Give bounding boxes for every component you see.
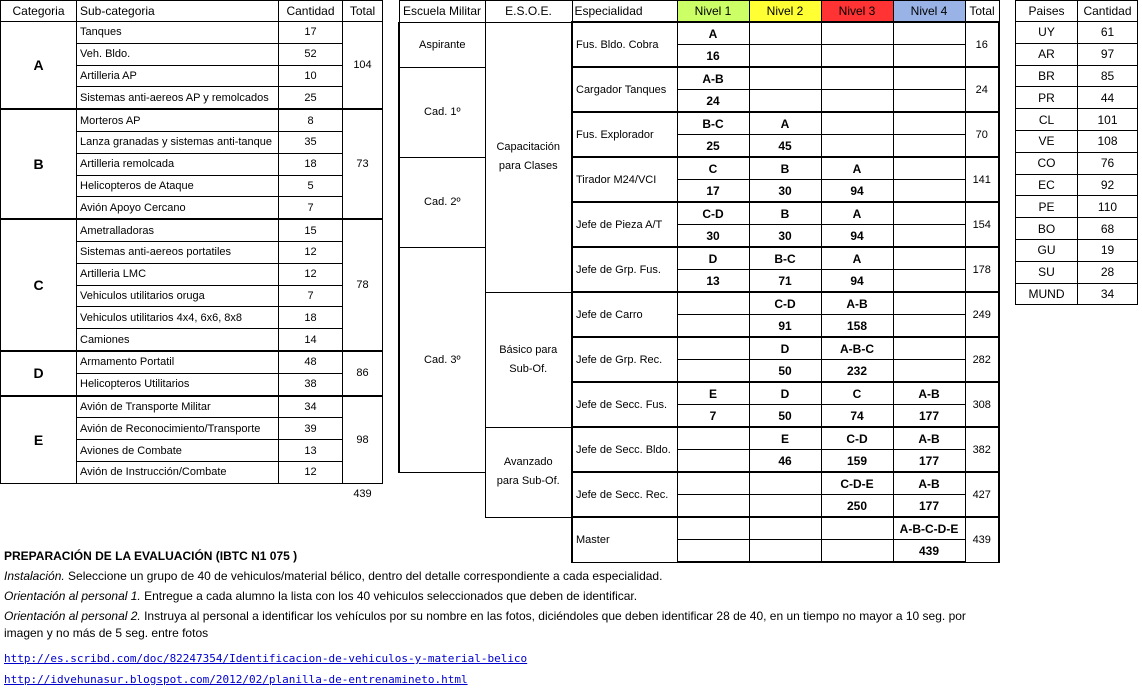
country-cell: AR [1016,43,1078,65]
country-quantity-cell: 76 [1078,152,1138,174]
level-count-cell: 177 [893,405,965,428]
col-header-cantidad: Cantidad [1078,1,1138,22]
level-count-cell: 250 [821,495,893,518]
col-header-escuela: Escuela Militar [399,1,485,23]
level-count-cell: 158 [821,315,893,338]
quantity-cell: 38 [279,373,343,395]
country-cell: GU [1016,239,1078,261]
country-quantity-cell: 97 [1078,43,1138,65]
row-total-cell: 249 [965,292,999,337]
escuela-cell: Cad. 2º [399,157,485,247]
level-count-cell: 25 [677,135,749,158]
quantity-cell: 7 [279,285,343,307]
country-cell: EC [1016,174,1078,196]
table-row [1,396,383,418]
level-count-cell [893,360,965,383]
quantity-cell: 52 [279,43,343,65]
country-quantity-cell: 85 [1078,65,1138,87]
group-total-cell: 98 [343,396,383,484]
level-code-cell: E [677,382,749,405]
level-count-cell: 74 [821,405,893,428]
subcategory-cell: Armamento Portatil [77,351,279,373]
subcategory-cell: Avión Apoyo Cercano [77,197,279,219]
countries-table [1015,0,1138,305]
level-code-cell: A-B-C-D-E [893,517,965,540]
note-label: Instalación. [4,569,65,583]
table-row [399,22,999,45]
level-code-cell: D [749,337,821,360]
subcategory-cell: Camiones [77,329,279,351]
row-total-cell: 282 [965,337,999,382]
level-code-cell [677,427,749,450]
level-code-cell: A-B [893,382,965,405]
link-scribd[interactable]: http://es.scribd.com/doc/82247354/Identificacion-de-vehiculos-y-material-belico [4,652,528,665]
table-row [1016,283,1138,305]
level-code-cell: A-B [821,292,893,315]
level-code-cell: A-B [677,67,749,90]
country-cell: BR [1016,65,1078,87]
subcategory-cell: Sistemas anti-aereos AP y remolcados [77,87,279,109]
evaluation-notes [4,548,1014,688]
esoe-cell: Avanzado para Sub-Of. [485,427,572,517]
level-code-cell [893,22,965,45]
col-header-total: Total [343,1,383,22]
group-total-cell: 73 [343,109,383,219]
country-quantity-cell: 101 [1078,109,1138,131]
level-code-cell [749,22,821,45]
level-code-cell: A-B [893,472,965,495]
col-header-categoria: Categoria [1,1,77,22]
table-row [399,517,999,540]
level-code-cell: A [677,22,749,45]
level-code-cell [821,67,893,90]
especialidad-cell: Jefe de Carro [572,292,677,337]
row-total-cell: 427 [965,472,999,517]
especialidad-cell: Jefe de Secc. Rec. [572,472,677,517]
subcategory-cell: Sistemas anti-aereos portatiles [77,241,279,263]
level-count-cell: 16 [677,45,749,68]
link-blogspot[interactable]: http://idvehunasur.blogspot.com/2012/02/planilla-de-entrenamineto.html [4,673,468,686]
table-row [1016,174,1138,196]
subcategory-cell: Helicopteros de Ataque [77,175,279,197]
subcategory-cell: Avión de Reconocimiento/Transporte [77,418,279,440]
level-count-cell: 30 [677,225,749,248]
level-code-cell: C [677,157,749,180]
level-count-cell [893,315,965,338]
level-code-cell: B [749,202,821,225]
level-count-cell [893,225,965,248]
level-count-cell [821,90,893,113]
subcategory-cell: Avión de Instrucción/Combate [77,461,279,483]
level-code-cell: A-B [893,427,965,450]
country-quantity-cell: 92 [1078,174,1138,196]
col-header-nivel-3: Nivel 3 [821,1,893,23]
level-count-cell: 50 [749,405,821,428]
level-code-cell [893,67,965,90]
level-count-cell: 50 [749,360,821,383]
especialidad-cell: Master [572,517,677,562]
col-header-total: Total [965,1,999,23]
col-header-esoe: E.S.O.E. [485,1,572,23]
row-total-cell: 70 [965,112,999,157]
category-cell: B [1,109,77,219]
level-code-cell [821,22,893,45]
note-label: Orientación al personal 2. [4,609,141,623]
quantity-cell: 8 [279,109,343,131]
especialidad-cell: Jefe de Secc. Bldo. [572,427,677,472]
table-row [1,22,383,44]
level-code-cell [821,517,893,540]
subcategory-cell: Artilleria LMC [77,263,279,285]
category-cell: C [1,219,77,351]
level-count-cell: 94 [821,225,893,248]
level-count-cell [677,450,749,473]
country-cell: CO [1016,152,1078,174]
level-code-cell: A [821,247,893,270]
subcategory-cell: Ametralladoras [77,219,279,241]
specialty-table [398,0,1000,563]
table-row [1016,87,1138,109]
table-row [1016,65,1138,87]
quantity-cell: 15 [279,219,343,241]
table-row [1016,152,1138,174]
note-orientacion-1 [4,588,1014,605]
level-code-cell: B [749,157,821,180]
level-code-cell [893,247,965,270]
quantity-cell: 34 [279,396,343,418]
especialidad-cell: Jefe de Grp. Rec. [572,337,677,382]
table-row [1,109,383,131]
quantity-cell: 13 [279,440,343,462]
quantity-cell: 10 [279,65,343,87]
country-cell: CL [1016,109,1078,131]
subcategory-cell: Morteros AP [77,109,279,131]
quantity-cell: 35 [279,131,343,153]
country-cell: SU [1016,261,1078,283]
level-code-cell [821,112,893,135]
group-total-cell: 104 [343,22,383,110]
level-code-cell [893,292,965,315]
col-header-subcategoria: Sub-categoria [77,1,279,22]
level-count-cell: 94 [821,180,893,203]
country-quantity-cell: 44 [1078,87,1138,109]
table-row [399,292,999,315]
subcategory-cell: Helicopteros Utilitarios [77,373,279,395]
quantity-cell: 25 [279,87,343,109]
country-quantity-cell: 68 [1078,218,1138,240]
grand-total-row [1,483,383,504]
quantity-cell: 39 [279,418,343,440]
group-total-cell: 78 [343,219,383,351]
level-count-cell [893,135,965,158]
level-count-cell: 46 [749,450,821,473]
subcategory-cell: Avión de Transporte Militar [77,396,279,418]
note-instalacion [4,568,1014,585]
country-cell: UY [1016,22,1078,44]
table-row [1016,130,1138,152]
level-count-cell: 17 [677,180,749,203]
quantity-cell: 14 [279,329,343,351]
row-total-cell: 178 [965,247,999,292]
esoe-cell: Básico para Sub-Of. [485,292,572,427]
category-cell: E [1,396,77,484]
escuela-cell: Cad. 3º [399,247,485,472]
level-code-cell [893,202,965,225]
country-quantity-cell: 61 [1078,22,1138,44]
quantity-cell: 12 [279,461,343,483]
level-count-cell: 91 [749,315,821,338]
col-header-nivel-2: Nivel 2 [749,1,821,23]
table-row [1016,218,1138,240]
category-table [0,0,383,505]
level-count-cell: 45 [749,135,821,158]
group-total-cell: 86 [343,351,383,396]
level-count-cell [893,180,965,203]
level-code-cell [749,517,821,540]
subcategory-cell: Vehiculos utilitarios oruga [77,285,279,307]
row-total-cell: 16 [965,22,999,67]
level-code-cell [893,157,965,180]
notes-title: PREPARACIÓN DE LA EVALUACIÓN (IBTC N1 075 ) [4,549,298,563]
note-orientacion-2 [4,608,1004,642]
subcategory-cell: Aviones de Combate [77,440,279,462]
level-count-cell: 30 [749,180,821,203]
quantity-cell: 7 [279,197,343,219]
level-count-cell [821,45,893,68]
table-row [399,427,999,450]
country-quantity-cell: 28 [1078,261,1138,283]
table-row [1016,261,1138,283]
level-code-cell: C-D [677,202,749,225]
level-count-cell: 24 [677,90,749,113]
row-total-cell: 24 [965,67,999,112]
level-count-cell: 71 [749,270,821,293]
level-code-cell: D [749,382,821,405]
category-cell: D [1,351,77,396]
level-code-cell: B-C [749,247,821,270]
col-header-nivel-4: Nivel 4 [893,1,965,23]
country-cell: VE [1016,130,1078,152]
level-code-cell [677,337,749,360]
table-row [1016,239,1138,261]
level-count-cell [893,90,965,113]
row-total-cell: 154 [965,202,999,247]
col-header-especialidad: Especialidad [572,1,677,23]
level-count-cell: 30 [749,225,821,248]
level-count-cell [677,495,749,518]
row-total-cell: 308 [965,382,999,427]
table-row [1,351,383,373]
quantity-cell: 12 [279,241,343,263]
row-total-cell: 141 [965,157,999,202]
country-quantity-cell: 108 [1078,130,1138,152]
table-row [1016,22,1138,44]
note-text: Instruya al personal a identificar los vehículos por su nombre en las fotos, diciéndoles que deben identificar 28 de 40, en un tiempo no mayor a 10 seg. por imagen y no más de 5 seg. entre fotos [4,609,966,640]
especialidad-cell: Jefe de Secc. Fus. [572,382,677,427]
country-quantity-cell: 19 [1078,239,1138,261]
table-row [1016,109,1138,131]
level-code-cell [677,517,749,540]
level-code-cell: A [821,157,893,180]
esoe-cell: Capacitación para Clases [485,22,572,292]
level-count-cell [893,45,965,68]
especialidad-cell: Cargador Tanques [572,67,677,112]
especialidad-cell: Fus. Bldo. Cobra [572,22,677,67]
level-code-cell [677,472,749,495]
quantity-cell: 18 [279,307,343,329]
quantity-cell: 18 [279,153,343,175]
level-count-cell: 159 [821,450,893,473]
level-code-cell: A [821,202,893,225]
level-count-cell [749,90,821,113]
subcategory-cell: Artilleria remolcada [77,153,279,175]
country-quantity-cell: 110 [1078,196,1138,218]
level-count-cell [749,45,821,68]
especialidad-cell: Fus. Explorador [572,112,677,157]
level-count-cell: 439 [893,540,965,563]
level-count-cell [677,315,749,338]
table-row [1016,196,1138,218]
col-header-paises: Paises [1016,1,1078,22]
level-count-cell: 232 [821,360,893,383]
col-header-cantidad: Cantidad [279,1,343,22]
level-code-cell [893,337,965,360]
level-count-cell: 13 [677,270,749,293]
level-count-cell: 94 [821,270,893,293]
col-header-nivel-1: Nivel 1 [677,1,749,23]
level-count-cell: 177 [893,450,965,473]
level-code-cell: A [749,112,821,135]
grand-total-cell: 439 [353,488,372,501]
level-count-cell [749,495,821,518]
row-total-cell: 382 [965,427,999,472]
especialidad-cell: Jefe de Pieza A/T [572,202,677,247]
level-count-cell: 177 [893,495,965,518]
note-text: Seleccione un grupo de 40 de vehiculos/material bélico, dentro del detalle correspondiente a cada especialidad. [64,569,663,583]
level-count-cell [893,270,965,293]
category-cell: A [1,22,77,110]
level-code-cell: A-B-C [821,337,893,360]
quantity-cell: 17 [279,22,343,44]
level-code-cell: B-C [677,112,749,135]
level-code-cell: C-D [821,427,893,450]
level-code-cell: C-D-E [821,472,893,495]
level-count-cell [821,135,893,158]
country-cell: MUND [1016,283,1078,305]
level-count-cell [677,360,749,383]
quantity-cell: 5 [279,175,343,197]
table-row [1016,43,1138,65]
level-code-cell [893,112,965,135]
level-code-cell: C-D [749,292,821,315]
quantity-cell: 12 [279,263,343,285]
escuela-cell: Aspirante [399,22,485,67]
subcategory-cell: Artilleria AP [77,65,279,87]
level-code-cell [677,292,749,315]
level-count-cell: 7 [677,405,749,428]
subcategory-cell: Veh. Bldo. [77,43,279,65]
subcategory-cell: Lanza granadas y sistemas anti-tanque [77,131,279,153]
country-quantity-cell: 34 [1078,283,1138,305]
subcategory-cell: Tanques [77,22,279,44]
level-code-cell [749,67,821,90]
level-code-cell: C [821,382,893,405]
especialidad-cell: Jefe de Grp. Fus. [572,247,677,292]
table-row [1,219,383,241]
country-cell: PR [1016,87,1078,109]
quantity-cell: 48 [279,351,343,373]
escuela-cell: Cad. 1º [399,67,485,157]
country-cell: PE [1016,196,1078,218]
country-cell: BO [1016,218,1078,240]
level-code-cell [749,472,821,495]
level-code-cell: E [749,427,821,450]
level-code-cell: D [677,247,749,270]
note-text: Entregue a cada alumno la lista con los 40 vehiculos seleccionados que deben de identificar. [140,589,638,603]
row-total-cell: 439 [965,517,999,562]
subcategory-cell: Vehiculos utilitarios 4x4, 6x6, 8x8 [77,307,279,329]
especialidad-cell: Tirador M24/VCI [572,157,677,202]
note-label: Orientación al personal 1. [4,589,141,603]
